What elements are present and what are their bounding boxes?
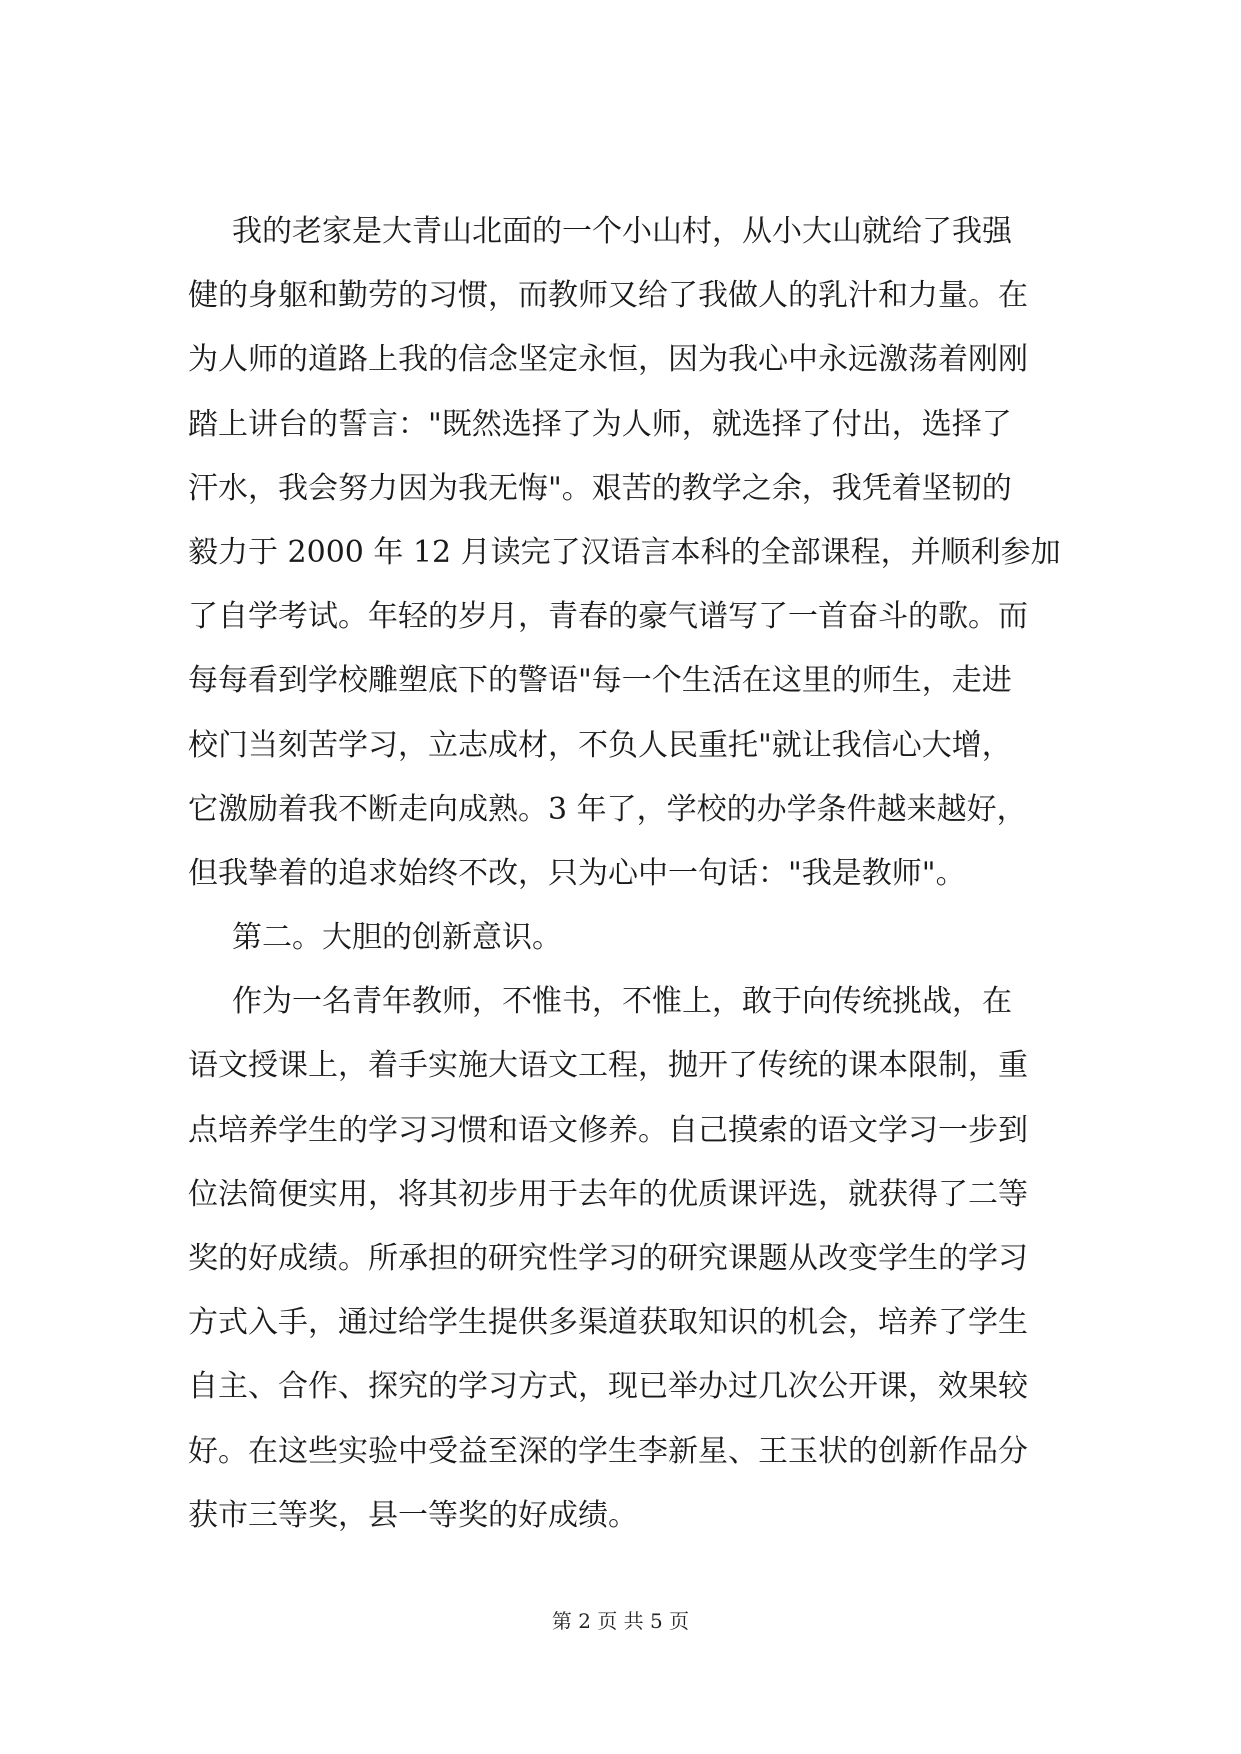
page-footer — [0, 1608, 1241, 1634]
paragraph-1-line-4: 踏上讲台的誓言："既然选择了为人师，就选择了付出，选择了 — [188, 406, 1012, 442]
section-heading: 第二。大胆的创新意识。 — [232, 920, 562, 956]
paragraph-3-line-6: 方式入手，通过给学生提供多渠道获取知识的机会，培养了学生 — [188, 1305, 1028, 1341]
paragraph-1-line-10: 它激励着我不断走向成熟。3 年了，学校的办学条件越来越好， — [188, 791, 1027, 827]
paragraph-1-line-11: 但我挚着的追求始终不改，只为心中一句话："我是教师"。 — [188, 855, 966, 891]
paragraph-1-line-2: 健的身躯和勤劳的习惯，而教师又给了我做人的乳汁和力量。在 — [188, 278, 1028, 314]
paragraph-3-line-8: 好。在这些实验中受益至深的学生李新星、王玉状的创新作品分 — [188, 1433, 1028, 1469]
paragraph-3-line-3: 点培养学生的学习习惯和语文修养。自己摸索的语文学习一步到 — [188, 1112, 1028, 1148]
paragraph-3-line-9: 获市三等奖，县一等奖的好成绩。 — [188, 1497, 638, 1533]
paragraph-3-line-2: 语文授课上，着手实施大语文工程，抛开了传统的课本限制，重 — [188, 1048, 1028, 1084]
paragraph-3-line-7: 自主、合作、探究的学习方式，现已举办过几次公开课，效果较 — [188, 1369, 1028, 1405]
paragraph-1-line-7: 了自学考试。年轻的岁月，青春的豪气谱写了一首奋斗的歌。而 — [188, 599, 1028, 635]
page-number-label: 第 2 页 共 5 页 — [551, 1609, 690, 1633]
paragraph-1-line-9: 校门当刻苦学习，立志成材，不负人民重托"就让我信心大增， — [188, 727, 1012, 763]
document-body — [188, 200, 1078, 1548]
paragraph-1-line-3: 为人师的道路上我的信念坚定永恒，因为我心中永远激荡着刚刚 — [188, 342, 1028, 378]
paragraph-1-line-1: 我的老家是大青山北面的一个小山村，从小大山就给了我强 — [232, 214, 1012, 249]
paragraph-1-line-5: 汗水，我会努力因为我无悔"。艰苦的教学之余，我凭着坚韧的 — [188, 470, 1012, 506]
paragraph-3-line-4: 位法简便实用，将其初步用于去年的优质课评选，就获得了二等 — [188, 1176, 1028, 1212]
paragraph-3-line-5: 奖的好成绩。所承担的研究性学习的研究课题从改变学生的学习 — [188, 1241, 1028, 1276]
paragraph-1-line-8: 每每看到学校雕塑底下的警语"每一个生活在这里的师生，走进 — [188, 663, 1012, 699]
paragraph-1-line-6: 毅力于 2000 年 12 月读完了汉语言本科的全部课程，并顺利参加 — [188, 534, 1061, 570]
paragraph-3-line-1: 作为一名青年教师，不惟书，不惟上，敢于向传统挑战，在 — [232, 984, 1012, 1020]
